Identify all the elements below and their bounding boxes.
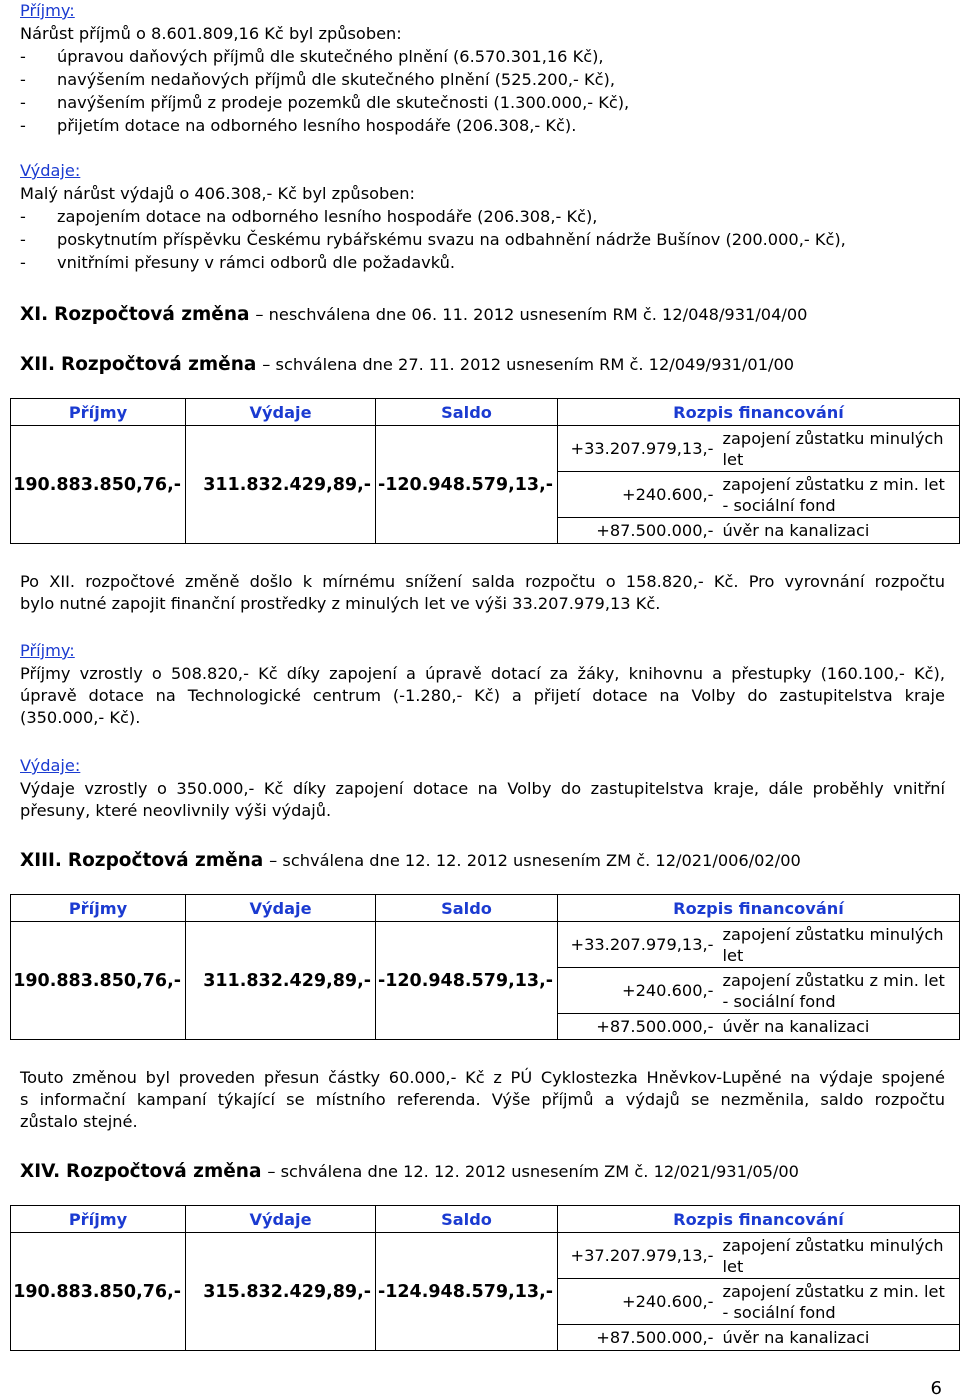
section-title: Rozpočtová změna [66, 1161, 262, 1182]
dash: - [20, 230, 26, 249]
header-vydaje: Výdaje [186, 895, 376, 922]
financing-description: zapojení zůstatku minulých let [717, 426, 960, 472]
header-prijmy: Příjmy [11, 399, 186, 426]
vydaje-value: 311.832.429,89,- [186, 922, 376, 1040]
financing-description: zapojení zůstatku z min. let - sociální fond [717, 1279, 960, 1325]
financing-amount: +87.500.000,- [558, 1325, 717, 1351]
dash: - [20, 116, 26, 135]
header-prijmy: Příjmy [11, 1206, 186, 1233]
saldo-value: -120.948.579,13,- [376, 922, 558, 1040]
financing-description: zapojení zůstatku z min. let - sociální fond [717, 472, 960, 518]
dash: - [20, 207, 26, 226]
prijmy-value: 190.883.850,76,- [11, 1233, 186, 1351]
section-detail: – neschválena dne 06. 11. 2012 usnesením RM č. 12/048/931/04/00 [255, 305, 808, 324]
financing-amount: +37.207.979,13,- [558, 1233, 717, 1279]
section-detail: – schválena dne 27. 11. 2012 usnesením RM č. 12/049/931/01/00 [262, 355, 795, 374]
financing-amount: +87.500.000,- [558, 518, 717, 544]
financing-description: úvěr na kanalizaci [717, 1325, 960, 1351]
section-number: XII. [20, 354, 56, 375]
section-title: Rozpočtová změna [60, 354, 257, 375]
section-xiv-heading [20, 1159, 799, 1185]
header-rozpis: Rozpis financování [558, 1206, 960, 1233]
prijmy-label: Příjmy: [20, 641, 75, 660]
vydaje-paragraph: Výdaje vzrostly o 350.000,- Kč díky zapojení dotace na Volby do zastupitelstva kraje, dále proběhly vnitřní přesuny, které neovlivnily výši výdajů. [20, 779, 945, 820]
vydaje-value: 311.832.429,89,- [186, 426, 376, 544]
vydaje-item: poskytnutím příspěvku Českému rybářskému svazu na odbahnění nádrže Bušínov (200.000,- Kč), [57, 230, 846, 249]
header-rozpis: Rozpis financování [558, 895, 960, 922]
prijmy-value: 190.883.850,76,- [11, 426, 186, 544]
section-xii-heading [20, 352, 794, 378]
vydaje-label: Výdaje: [20, 756, 81, 775]
vydaje-label: Výdaje: [20, 161, 81, 180]
prijmy-item: přijetím dotace na odborného lesního hospodáře (206.308,- Kč). [57, 116, 577, 135]
header-saldo: Saldo [376, 399, 558, 426]
section-xi-heading [20, 302, 807, 328]
section-number: XIV. [20, 1161, 61, 1182]
vydaje-item: zapojením dotace na odborného lesního hospodáře (206.308,- Kč), [57, 207, 598, 226]
saldo-value: -124.948.579,13,- [376, 1233, 558, 1351]
prijmy-paragraph: Příjmy vzrostly o 508.820,- Kč díky zapojení a úpravě dotací za žáky, knihovnu a přestupky (160.100,- Kč), úpravě dotace na Technologické centrum (-1.280,- Kč) a přijetí dotace na Volby do zastupitelstva kraje (350.000,- Kč). [20, 664, 945, 727]
budget-table-xii [10, 398, 960, 544]
prijmy-item: navýšením příjmů z prodeje pozemků dle skutečnosti (1.300.000,- Kč), [57, 93, 630, 112]
header-saldo: Saldo [376, 895, 558, 922]
prijmy-value: 190.883.850,76,- [11, 922, 186, 1040]
header-rozpis: Rozpis financování [558, 399, 960, 426]
financing-amount: +240.600,- [558, 1279, 717, 1325]
header-prijmy: Příjmy [11, 895, 186, 922]
saldo-value: -120.948.579,13,- [376, 426, 558, 544]
page-number: 6 [930, 1378, 942, 1399]
financing-amount: +33.207.979,13,- [558, 922, 717, 968]
section-title: Rozpočtová změna [67, 850, 264, 871]
vydaje-value: 315.832.429,89,- [186, 1233, 376, 1351]
budget-table-xiv [10, 1205, 960, 1351]
financing-description: úvěr na kanalizaci [717, 1014, 960, 1040]
section-detail: – schválena dne 12. 12. 2012 usnesením ZM č. 12/021/006/02/00 [269, 851, 801, 870]
section-number: XI. [20, 304, 49, 325]
prijmy-item: úpravou daňových příjmů dle skutečného plnění (6.570.301,16 Kč), [57, 47, 604, 66]
dash: - [20, 93, 26, 112]
financing-description: zapojení zůstatku z min. let - sociální fond [717, 968, 960, 1014]
vydaje-summary: Malý nárůst výdajů o 406.308,- Kč byl způsoben: [20, 184, 415, 203]
xiii-paragraph: Touto změnou byl proveden přesun částky 60.000,- Kč z PÚ Cyklostezka Hněvkov-Lupěné na výdaje spojené s informační kampaní týkající se místního referenda. Výše příjmů a výdajů se nezměnila, saldo rozpočtu zůstalo stejné. [20, 1068, 945, 1131]
budget-table-xiii [10, 894, 960, 1040]
dash: - [20, 253, 26, 272]
prijmy-label: Příjmy: [20, 1, 75, 20]
financing-amount: +87.500.000,- [558, 1014, 717, 1040]
xii-summary-paragraph: Po XII. rozpočtové změně došlo k mírnému snížení salda rozpočtu o 158.820,- Kč. Pro vyrovnání rozpočtu bylo nutné zapojit finanční prostředky z minulých let ve výši 33.207.979,13 Kč. [20, 572, 945, 613]
header-saldo: Saldo [376, 1206, 558, 1233]
financing-description: zapojení zůstatku minulých let [717, 1233, 960, 1279]
dash: - [20, 47, 26, 66]
financing-description: zapojení zůstatku minulých let [717, 922, 960, 968]
financing-description: úvěr na kanalizaci [717, 518, 960, 544]
header-vydaje: Výdaje [186, 1206, 376, 1233]
prijmy-item: navýšením nedaňových příjmů dle skutečného plnění (525.200,- Kč), [57, 70, 615, 89]
vydaje-item: vnitřními přesuny v rámci odborů dle požadavků. [57, 253, 455, 272]
dash: - [20, 70, 26, 89]
section-detail: – schválena dne 12. 12. 2012 usnesením ZM č. 12/021/931/05/00 [267, 1162, 799, 1181]
financing-amount: +33.207.979,13,- [558, 426, 717, 472]
financing-amount: +240.600,- [558, 968, 717, 1014]
section-title: Rozpočtová změna [54, 304, 250, 325]
section-xiii-heading [20, 848, 801, 874]
header-vydaje: Výdaje [186, 399, 376, 426]
prijmy-summary: Nárůst příjmů o 8.601.809,16 Kč byl způsoben: [20, 24, 402, 43]
financing-amount: +240.600,- [558, 472, 717, 518]
section-number: XIII. [20, 850, 62, 871]
